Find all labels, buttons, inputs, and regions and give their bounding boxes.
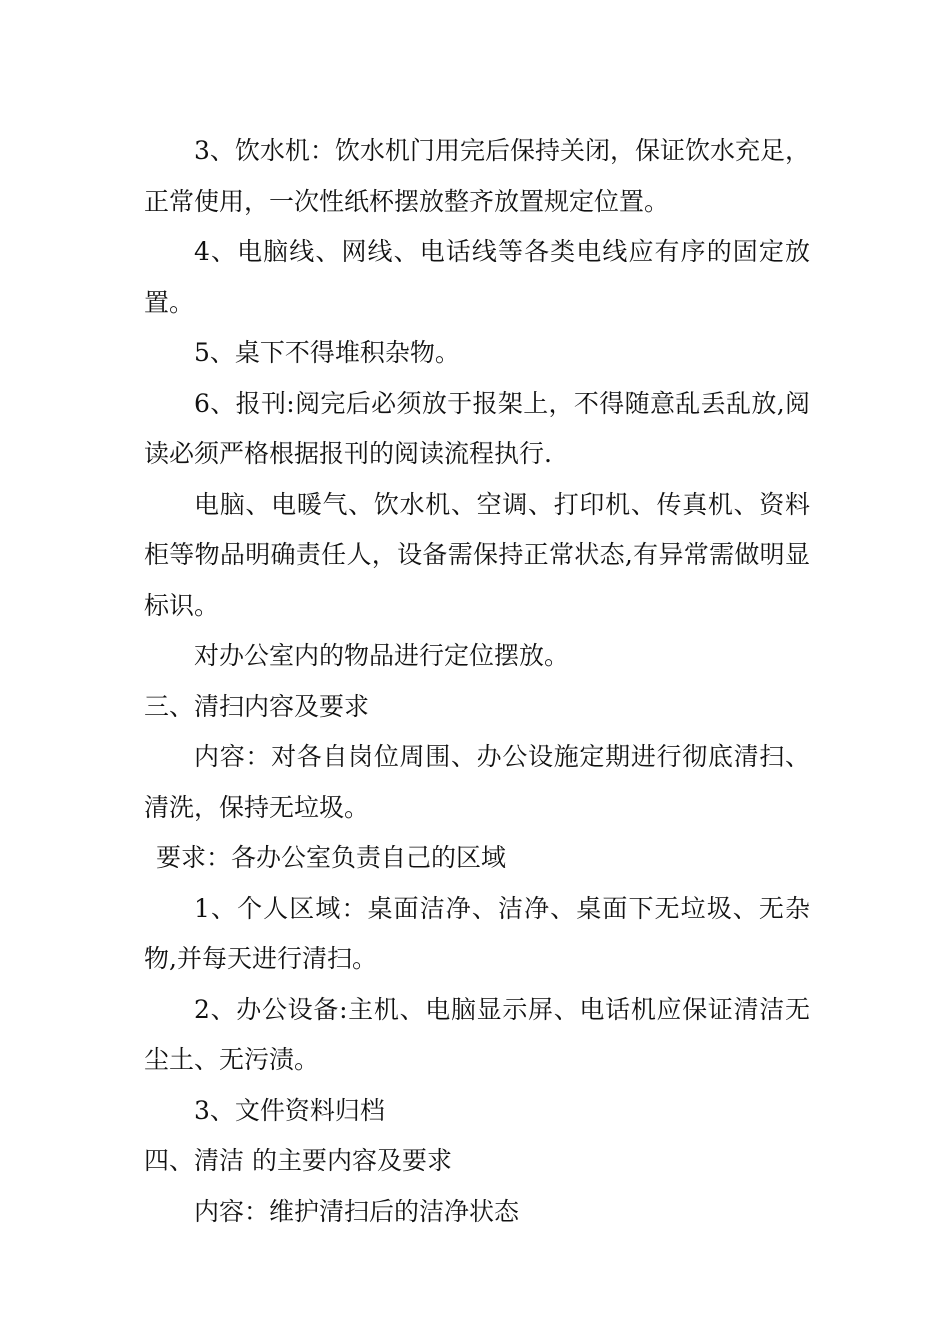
- paragraph-cables: 4、电脑线、网线、电话线等各类电线应有序的固定放置。: [144, 237, 810, 317]
- document-body: [144, 126, 810, 1237]
- paragraph-equipment-responsibility: 电脑、电暖气、饮水机、空调、打印机、传真机、资料柜等物品明确责任人，设备需保持正常状态,有异常需做明显标识。: [144, 489, 810, 620]
- paragraph-item-positioning: 对办公室内的物品进行定位摆放。: [194, 641, 570, 670]
- paragraph-under-desk: 5、桌下不得堆积杂物。: [194, 338, 460, 367]
- paragraph-personal-area: 1、个人区域：桌面洁净、洁净、桌面下无垃圾、无杂物,并每天进行清扫。: [144, 893, 810, 973]
- paragraph-file-archiving: 3、文件资料归档: [194, 1095, 385, 1125]
- paragraph-cleanliness-content: 内容：维护清扫后的洁净状态: [194, 1196, 520, 1226]
- paragraph-cleaning-requirement: 要求：各办公室负责自己的区域: [156, 843, 507, 872]
- section-heading-cleanliness: 四、清洁 的主要内容及要求: [144, 1146, 452, 1175]
- paragraph-office-equipment: 2、办公设备:主机、电脑显示屏、电话机应保证清洁无尘土、无污渍。: [144, 994, 810, 1074]
- paragraph-water-dispenser: 3、饮水机：饮水机门用完后保持关闭，保证饮水充足，正常使用，一次性纸杯摆放整齐放置规定位置。: [144, 136, 810, 216]
- paragraph-newspapers: 6、报刊:阅完后必须放于报架上，不得随意乱丢乱放,阅读必须严格根据报刊的阅读流程执行.: [144, 388, 810, 468]
- section-heading-cleaning: 三、清扫内容及要求: [144, 691, 370, 721]
- paragraph-cleaning-content: 内容：对各自岗位周围、办公设施定期进行彻底清扫、清洗，保持无垃圾。: [144, 742, 810, 822]
